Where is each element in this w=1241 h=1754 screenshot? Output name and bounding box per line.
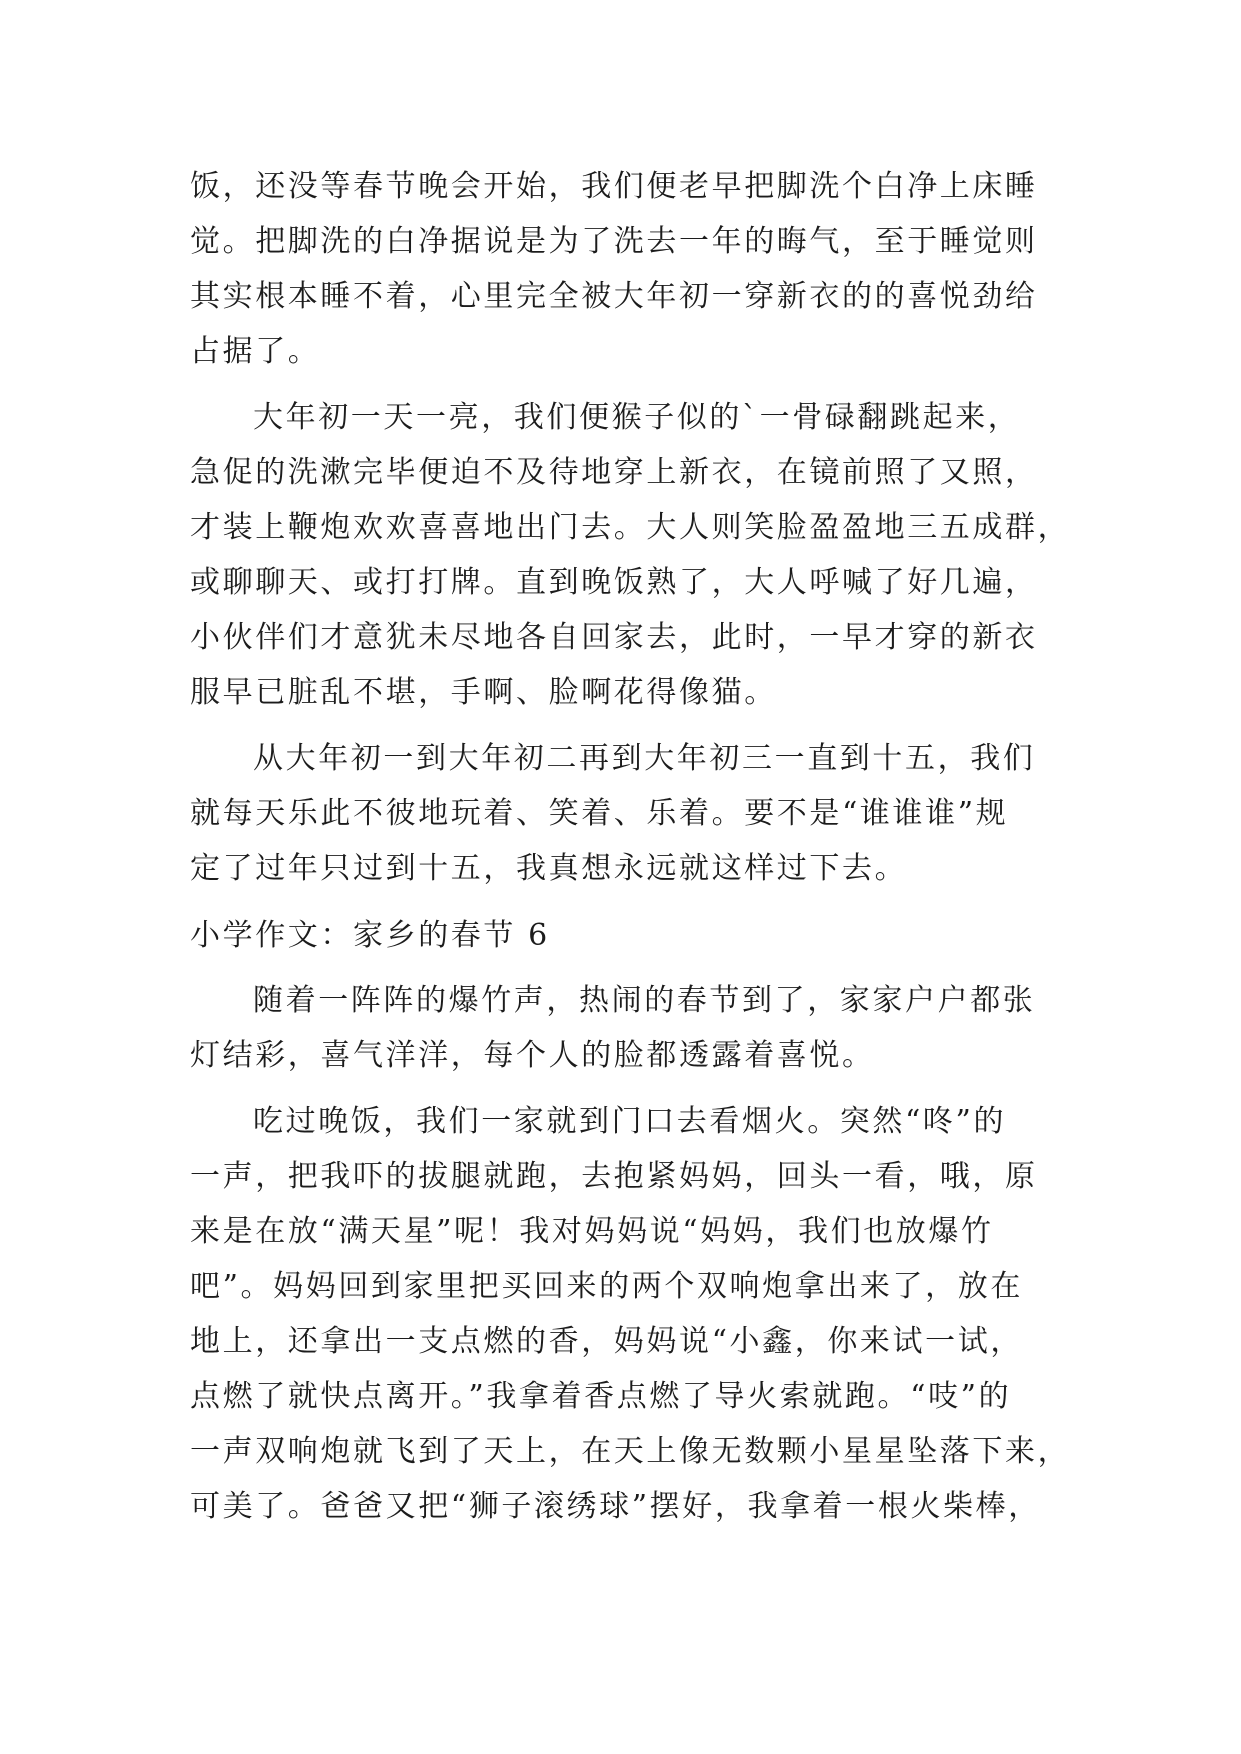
text-line: 觉。把脚洗的白净据说是为了洗去一年的晦气，至于睡觉则	[190, 224, 1038, 259]
text-line: 小伙伴们才意犹未尽地各自回家去，此时，一早才穿的新衣	[190, 620, 1038, 655]
text-line: 定了过年只过到十五，我真想永远就这样过下去。	[190, 851, 908, 886]
text-line: 其实根本睡不着，心里完全被大年初一穿新衣的的喜悦劲给	[190, 279, 1038, 314]
text-line: 占据了。	[190, 334, 321, 369]
text-line: 服早已脏乱不堪，手啊、脸啊花得像猫。	[190, 675, 777, 710]
paragraph-first-line: 吃过晚饭，我们一家就到门口去看烟火。突然“咚”的	[253, 1104, 1007, 1139]
text-line: 地上，还拿出一支点燃的香，妈妈说“小鑫，你来试一试，	[190, 1324, 1023, 1359]
section-heading: 小学作文：家乡的春节 6	[190, 918, 550, 953]
text-line: 来是在放“满天星”呢！我对妈妈说“妈妈，我们也放爆竹	[190, 1214, 994, 1249]
paragraph-first-line: 随着一阵阵的爆竹声，热闹的春节到了，家家户户都张	[253, 983, 1036, 1018]
text-line: 才装上鞭炮欢欢喜喜地出门去。大人则笑脸盈盈地三五成群，	[190, 510, 1071, 545]
text-line: 点燃了就快点离开。”我拿着香点燃了导火索就跑。“吱”的	[190, 1379, 1012, 1414]
text-line: 可美了。爸爸又把“狮子滚绣球”摆好，我拿着一根火柴棒，	[190, 1489, 1041, 1524]
text-line: 一声双响炮就飞到了天上，在天上像无数颗小星星坠落下来，	[190, 1434, 1071, 1469]
text-line: 就每天乐此不彼地玩着、笑着、乐着。要不是“谁谁谁”规	[190, 796, 1009, 831]
paragraph-first-line: 大年初一天一亮，我们便猴子似的`一骨碌翻跳起来，	[253, 400, 1021, 435]
text-line: 一声，把我吓的拔腿就跑，去抱紧妈妈，回头一看，哦，原	[190, 1159, 1038, 1194]
text-line: 或聊聊天、或打打牌。直到晚饭熟了，大人呼喊了好几遍，	[190, 565, 1038, 600]
text-line: 灯结彩，喜气洋洋，每个人的脸都透露着喜悦。	[190, 1038, 875, 1073]
text-line: 吧”。妈妈回到家里把买回来的两个双响炮拿出来了，放在	[190, 1269, 1023, 1304]
paragraph-first-line: 从大年初一到大年初二再到大年初三一直到十五，我们	[253, 741, 1036, 776]
text-line: 饭，还没等春节晚会开始，我们便老早把脚洗个白净上床睡	[190, 169, 1038, 204]
text-line: 急促的洗漱完毕便迫不及待地穿上新衣，在镜前照了又照，	[190, 455, 1038, 490]
